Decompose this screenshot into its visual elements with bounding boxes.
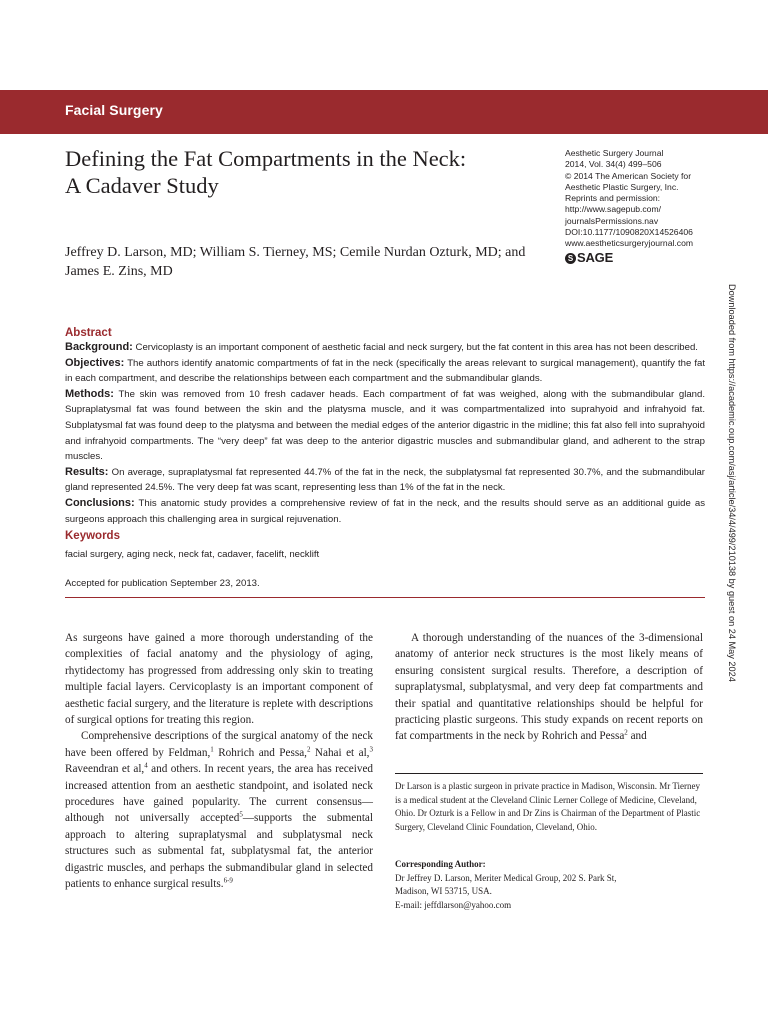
section-divider	[65, 597, 705, 598]
abstract	[65, 326, 705, 527]
p2-text-b: Rohrich and Pessa,	[213, 746, 307, 759]
body-paragraph-2	[65, 728, 373, 892]
accepted-date: Accepted for publication September 23, 2013.	[65, 578, 260, 589]
objectives-label: Objectives:	[65, 356, 125, 369]
methods-label: Methods:	[65, 387, 114, 400]
conclusions-label: Conclusions:	[65, 496, 135, 509]
body-paragraph-1: As surgeons have gained a more thorough understanding of the complexities of facial anatomy and the physiology of aging, rhytidectomy has progressed from addressing only skin to treating multiple facial layers. Cervicoplasty is an important component of aesthetic facial surgery, and the literature is replete with descriptions of surgical options for treating this region.	[65, 632, 373, 727]
citation-1[interactable]: 1	[210, 745, 214, 754]
abstract-conclusions	[65, 496, 705, 527]
p3-text-a: A thorough understanding of the nuances of the 3-dimensional anatomy of anterior neck structures is the most likely means of ensuring consistent surgical results. Therefore, a description of supraplatysmal, subplatysmal, and very deep fat compartments and their spatial and quantitative relationships should be helpful for practicing plastic surgeons. This study expands on recent reports on fat compartments in the neck by Rohrich and Pessa	[395, 632, 703, 743]
results-label: Results:	[65, 465, 109, 478]
citation-2[interactable]: 2	[306, 745, 311, 754]
title-line-1: Defining the Fat Compartments in the Neck:	[65, 146, 467, 171]
author-affiliations: Dr Larson is a plastic surgeon in private practice in Madison, Wisconsin. Mr Tierney is a medical student at the Cleveland Clinic Lerner College of Medicine, Cleveland, Ohio. Dr Ozturk is a Fellow in and Dr Zins is Chairman of the Department of Plastic Surgery, Cleveland Clinic Foundation, Cleveland, Ohio.	[395, 781, 701, 832]
journal-doi[interactable]: DOI:10.1177/1090820X14526406	[565, 227, 693, 238]
journal-info	[565, 148, 715, 250]
body-column-right	[395, 630, 703, 745]
citation-3[interactable]: 3	[369, 745, 373, 754]
abstract-objectives	[65, 356, 705, 387]
background-label: Background:	[65, 341, 133, 353]
journal-reprints: Reprints and permission:	[565, 193, 661, 204]
journal-reprints-url[interactable]: http://www.sagepub.com/	[565, 204, 662, 215]
keywords-list: facial surgery, aging neck, neck fat, cadaver, facelift, necklift	[65, 549, 320, 560]
p2-text-e: and others. In recent years, the area has received increased attention from an aesthetic standpoint, and isolated neck procedures have gained popularity. The current consensus—although not universally accepted	[65, 763, 374, 825]
section-banner	[0, 90, 768, 134]
title-line-2: A Cadaver Study	[65, 173, 219, 198]
publisher-logo	[565, 250, 613, 265]
citation-6-9[interactable]: 6-9	[223, 876, 233, 885]
journal-copyright-cont: Aesthetic Plastic Surgery, Inc.	[565, 181, 679, 192]
abstract-methods	[65, 387, 705, 465]
background-text: Cervicoplasty is an important component of aesthetic facial and neck surgery, but the fat content in this area has not been described.	[135, 342, 698, 353]
footnote-divider	[395, 773, 703, 774]
download-watermark: Downloaded from https://academic.oup.com/asj/article/34/4/499/210138 by guest on 24 May 2024	[727, 284, 737, 682]
abstract-background	[65, 340, 705, 356]
section-label: Facial Surgery	[65, 102, 163, 118]
journal-copyright: © 2014 The American Society for	[565, 170, 692, 181]
conclusions-text: This anatomic study provides a comprehensive review of fat in the neck, and the results should serve as an additional guide as surgeons approach this challenging area in surgical rejuvenation.	[65, 497, 705, 525]
author-list: Jeffrey D. Larson, MD; William S. Tierney, MS; Cemile Nurdan Ozturk, MD; and James E. Zins, MD	[65, 245, 526, 279]
body-paragraph-3	[395, 630, 703, 745]
article-title	[65, 145, 535, 199]
publisher-name: SAGE	[577, 250, 614, 265]
p3-text-b: and	[627, 730, 647, 743]
p2-text-d: Raveendran et al,	[65, 763, 145, 776]
results-text: On average, supraplatysmal fat represented 44.7% of the fat in the neck, the subplatysmal fat represented 30.7%, and the submandibular gland represented 24.5%. The very deep fat was scant, representing less than 1% of the fat in the neck.	[65, 466, 705, 494]
corresponding-email[interactable]: E-mail: jeffdlarson@yahoo.com	[395, 899, 512, 910]
journal-volume: 2014, Vol. 34(4) 499–506	[565, 159, 662, 170]
corresponding-heading: Corresponding Author:	[395, 859, 486, 869]
journal-website[interactable]: www.aestheticsurgeryjournal.com	[565, 238, 694, 249]
corresponding-author	[395, 858, 703, 912]
abstract-results	[65, 465, 705, 496]
abstract-heading: Abstract	[65, 327, 112, 339]
journal-reprints-url-cont[interactable]: journalsPermissions.nav	[565, 215, 659, 226]
citation-2b[interactable]: 2	[624, 728, 628, 737]
corresponding-address-2: Madison, WI 53715, USA.	[395, 886, 492, 896]
methods-text: The skin was removed from 10 fresh cadaver heads. Each compartment of fat was weighed, along with the submandibular gland. Supraplatysmal fat was found between the skin and the platysma muscle, and it was compartmentalized into suprahyoid and infrahyoid fat. Subplatysmal fat was found deep to the platysma and between the medial edges of the anterior digastric in the midline; this fat also fell into suprahyoid and infrahyoid compartments. The “very deep” fat was deep to the anterior digastric muscles and submandibular gland, and adherent to the strap muscles.	[65, 388, 705, 463]
body-column-left	[65, 630, 373, 893]
p2-text-f: —supports the submental approach to altering supraplatysmal and subplatysmal neck structures such as submental fat, subplatysmal fat, the anterior digastric muscles, and perhaps the submandibular gland in selected patients to enhance surgical results.	[65, 812, 373, 891]
citation-5[interactable]: 5	[239, 810, 243, 819]
keywords-heading: Keywords	[65, 530, 120, 542]
p2-text-c: Nahai et al,	[310, 746, 370, 759]
journal-name: Aesthetic Surgery Journal	[565, 148, 664, 158]
sage-circle-icon: S	[565, 253, 576, 264]
corresponding-address-1: Dr Jeffrey D. Larson, Meriter Medical Group, 202 S. Park St,	[395, 872, 617, 883]
objectives-text: The authors identify anatomic compartments of fat in the neck (specifically the areas relevant to surgical management), quantify the fat in each compartment, and describe the relationships between each compartment and the submandibular glands.	[65, 357, 705, 385]
keywords-section	[65, 530, 705, 560]
p2-text-a: Comprehensive descriptions of the surgical anatomy of the neck have been offered by Feldman,	[65, 730, 373, 759]
citation-4[interactable]: 4	[144, 761, 148, 770]
